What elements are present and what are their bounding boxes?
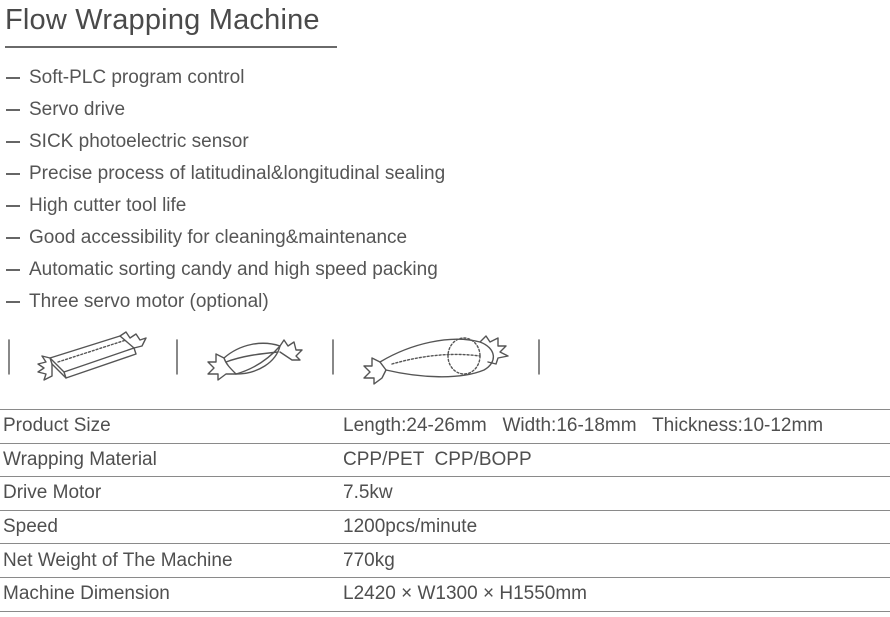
dash-icon [6, 77, 20, 79]
feature-item [6, 222, 445, 254]
feature-item [6, 190, 445, 222]
spec-label: Speed [0, 510, 343, 544]
bar-wrapper-icon [38, 332, 146, 380]
feature-text: Good accessibility for cleaning&maintenance [29, 227, 408, 248]
dash-icon [6, 205, 20, 207]
feature-text: Automatic sorting candy and high speed packing [29, 259, 438, 280]
cone-wrapper-icon [364, 336, 508, 384]
spec-label: Wrapping Material [0, 443, 343, 477]
spec-label: Machine Dimension [0, 577, 343, 611]
table-row [0, 544, 890, 578]
dash-icon [6, 173, 20, 175]
feature-item [6, 158, 445, 190]
feature-text: Soft-PLC program control [29, 67, 245, 88]
dash-icon [6, 301, 20, 303]
title-underline [5, 46, 337, 48]
dash-icon [6, 237, 20, 239]
spec-value: 7.5kw [343, 477, 890, 511]
dash-icon [6, 269, 20, 271]
feature-text: High cutter tool life [29, 195, 187, 216]
spec-table [0, 409, 890, 612]
feature-item [6, 62, 445, 94]
table-row [0, 410, 890, 444]
feature-text: Precise process of latitudinal&longitudinal sealing [29, 163, 446, 184]
feature-item [6, 254, 445, 286]
table-row [0, 477, 890, 511]
table-row [0, 443, 890, 477]
spec-value: Length:24-26mm Width:16-18mm Thickness:10-12mm [343, 410, 890, 444]
feature-text: SICK photoelectric sensor [29, 131, 249, 152]
spec-label: Drive Motor [0, 477, 343, 511]
feature-list [6, 62, 445, 318]
feature-item [6, 286, 445, 318]
pillow-candy-wrapper-icon [208, 340, 302, 380]
feature-text: Three servo motor (optional) [29, 291, 269, 312]
feature-text: Servo drive [29, 99, 126, 120]
dash-icon [6, 141, 20, 143]
page-title: Flow Wrapping Machine [5, 4, 320, 36]
dash-icon [6, 109, 20, 111]
spec-label: Net Weight of The Machine [0, 544, 343, 578]
table-row [0, 577, 890, 611]
feature-item [6, 94, 445, 126]
spec-value: L2420 × W1300 × H1550mm [343, 577, 890, 611]
table-row [0, 510, 890, 544]
wrapper-type-icons [0, 322, 560, 392]
spec-label: Product Size [0, 410, 343, 444]
spec-value: 770kg [343, 544, 890, 578]
spec-value: 1200pcs/minute [343, 510, 890, 544]
spec-value: CPP/PET CPP/BOPP [343, 443, 890, 477]
feature-item [6, 126, 445, 158]
